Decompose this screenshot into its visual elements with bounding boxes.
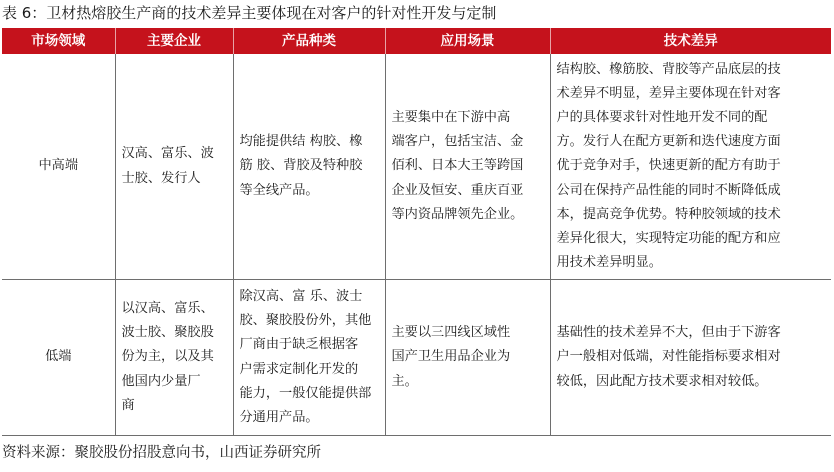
cell-companies: 汉高、富乐、波 士胶、发行人 — [115, 54, 233, 280]
comparison-table — [2, 28, 831, 436]
cell-scenarios: 主要集中在下游中高 端客户，包括宝洁、金 佰利、日本大王等跨国 企业及恒安、重庆百亚 等内资品牌领先企业。 — [385, 54, 550, 280]
cell-products: 均能提供结 构胶、橡 筋 胶、背胶及特种胶 等全线产品。 — [233, 54, 385, 280]
cell-scenarios: 主要以三四线区域性 国产卫生用品企业为 主。 — [385, 280, 550, 436]
cell-products: 除汉高、富 乐、波士 胶、聚胶股份外，其他 厂商由于缺乏根据客 户需求定制化开发的 能力，一般仅能提供部 分通用产品。 — [233, 280, 385, 436]
cell-companies: 以汉高、富乐、 波士胶、聚胶股 份为主，以及其 他国内少量厂 商 — [115, 280, 233, 436]
header-products: 产品种类 — [233, 28, 385, 54]
table-row — [2, 280, 831, 436]
source-note: 资料来源：聚胶股份招股意向书，山西证券研究所 — [2, 445, 321, 461]
header-tech-diff: 技术差异 — [550, 28, 831, 54]
header-scenarios: 应用场景 — [385, 28, 550, 54]
table-header-row — [2, 28, 831, 54]
cell-tech-diff: 结构胶、橡筋胶、背胶等产品底层的技 术差异不明显，差异主要体现在针对客 户的具体要求针对性地开发不同的配 方。发行人在配方更新和迭代速度方面 优于竞争对手，快速更新的配方有助于 公司在保持产品性能的同时不断降低成 本，提高竞争优势。特种胶领域的技术 差异化很大，实现特定功能的配方和应 用技术差异明显。 — [550, 54, 831, 280]
table-caption: 表 6：卫材热熔胶生产商的技术差异主要体现在对客户的针对性开发与定制 — [2, 4, 497, 22]
cell-market: 中高端 — [2, 54, 115, 280]
table-row — [2, 54, 831, 280]
cell-tech-diff: 基础性的技术差异不大，但由于下游客 户一般相对低端，对性能指标要求相对 较低，因此配方技术要求相对较低。 — [550, 280, 831, 436]
header-companies: 主要企业 — [115, 28, 233, 54]
header-market: 市场领域 — [2, 28, 115, 54]
cell-market: 低端 — [2, 280, 115, 436]
